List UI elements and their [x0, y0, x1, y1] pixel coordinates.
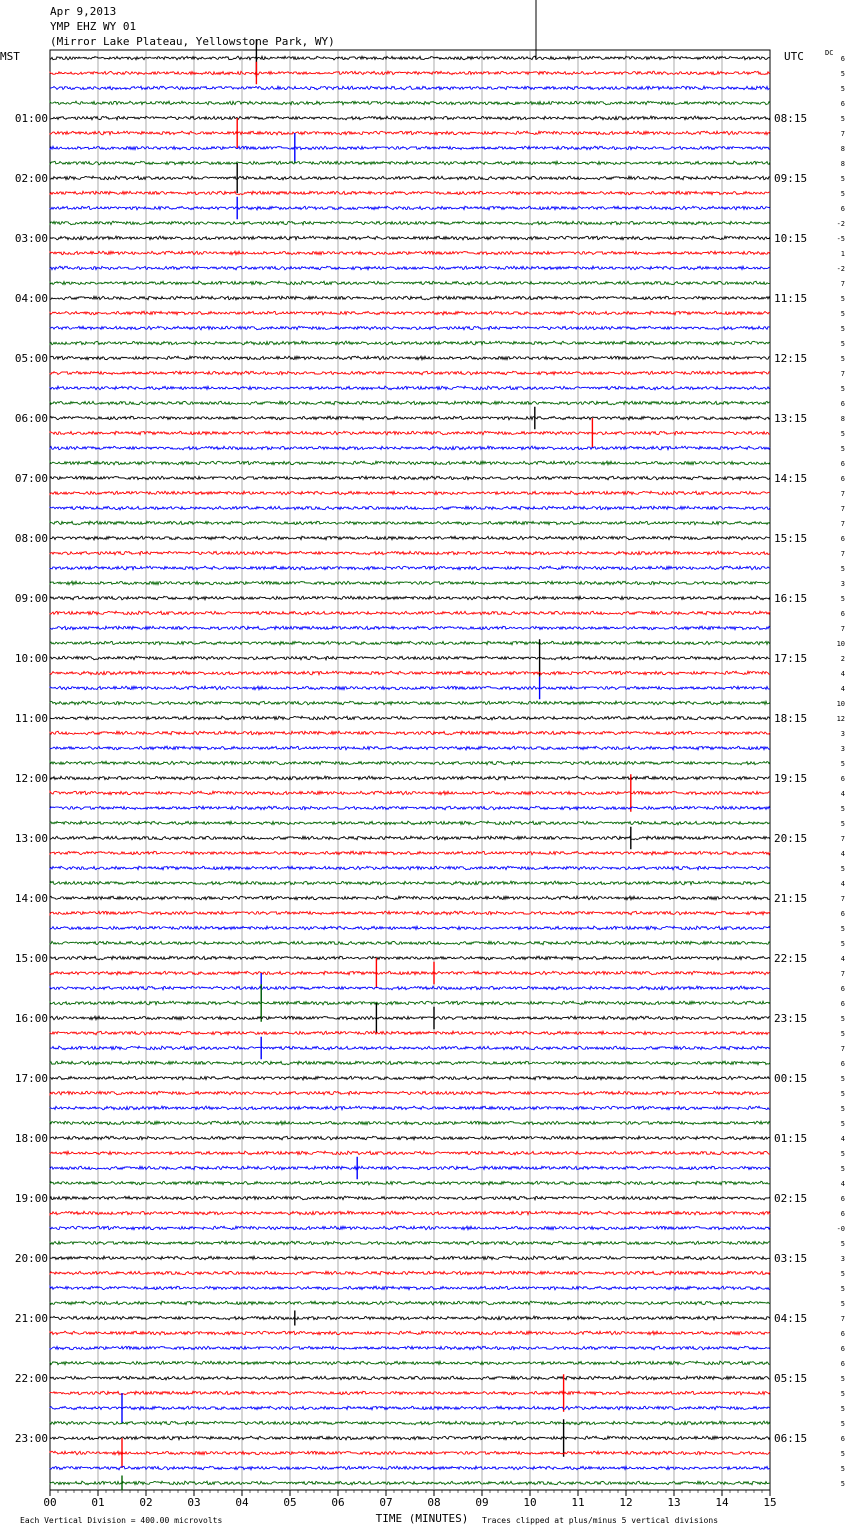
trace-line: [50, 296, 770, 300]
dc-offset-label: 6: [840, 1435, 845, 1443]
utc-hour-label: 05:15: [774, 1372, 808, 1385]
dc-offset-label: -0: [836, 1225, 845, 1233]
mst-hour-label: 01:00: [14, 112, 48, 125]
trace-line: [50, 1406, 770, 1410]
utc-hour-label: 19:15: [774, 772, 808, 785]
trace-area: [50, 39, 770, 1490]
dc-offset-label: 5: [840, 70, 845, 78]
trace-line: [50, 896, 770, 900]
dc-offset-label: 5: [840, 1300, 845, 1308]
dc-offset-label: 5: [840, 1150, 845, 1158]
trace-line: [50, 191, 770, 195]
dc-offset-label: 5: [840, 820, 845, 828]
dc-offset-label: 7: [840, 520, 845, 528]
x-tick-label: 07: [379, 1496, 393, 1509]
mst-hour-label: 22:00: [14, 1372, 48, 1385]
trace-line: [50, 791, 770, 795]
dc-offset-label: 5: [840, 1465, 845, 1473]
trace-line: [50, 1121, 770, 1125]
trace-line: [50, 131, 770, 135]
x-tick-label: 04: [235, 1496, 249, 1509]
mst-hour-label: 13:00: [14, 832, 48, 845]
trace-line: [50, 1031, 770, 1035]
dc-offset-label: 4: [840, 955, 845, 963]
trace-line: [50, 716, 770, 720]
dc-offset-label: 5: [840, 1015, 845, 1023]
dc-offset-label: 6: [840, 1360, 845, 1368]
dc-offset-label: 3: [840, 580, 845, 588]
x-tick-label: 06: [331, 1496, 345, 1509]
mst-hour-label: 02:00: [14, 172, 48, 185]
mst-hour-label: 16:00: [14, 1012, 48, 1025]
utc-hour-label: 22:15: [774, 952, 808, 965]
trace-line: [50, 656, 770, 660]
trace-line: [50, 821, 770, 825]
trace-line: [50, 506, 770, 510]
trace-line: [50, 1151, 770, 1155]
utc-hour-label: 12:15: [774, 352, 808, 365]
dc-offset-label: 7: [840, 895, 845, 903]
trace-line: [50, 1136, 770, 1140]
trace-line: [50, 746, 770, 750]
trace-line: [50, 1256, 770, 1260]
trace-line: [50, 1091, 770, 1095]
dc-offset-label: -2: [836, 265, 845, 273]
trace-line: [50, 1286, 770, 1290]
trace-line: [50, 206, 770, 210]
dc-offset-label: 5: [840, 1075, 845, 1083]
dc-offset-label: 10: [836, 700, 845, 708]
dc-offset-label: 8: [840, 415, 845, 423]
dc-offset-label: 5: [840, 190, 845, 198]
x-tick-label: 09: [475, 1496, 489, 1509]
trace-line: [50, 641, 770, 645]
x-tick-label: 10: [523, 1496, 537, 1509]
trace-line: [50, 236, 770, 240]
trace-line: [50, 941, 770, 945]
trace-line: [50, 116, 770, 120]
x-tick-label: 13: [667, 1496, 681, 1509]
trace-line: [50, 386, 770, 390]
trace-line: [50, 611, 770, 615]
dc-offset-label: 6: [840, 910, 845, 918]
x-tick-label: 15: [763, 1496, 777, 1509]
dc-offset-label: 6: [840, 1330, 845, 1338]
trace-line: [50, 1211, 770, 1215]
trace-line: [50, 341, 770, 345]
dc-offset-label: 8: [840, 160, 845, 168]
trace-line: [50, 881, 770, 885]
x-tick-label: 01: [91, 1496, 105, 1509]
trace-line: [50, 1196, 770, 1200]
mst-hour-label: 09:00: [14, 592, 48, 605]
trace-line: [50, 416, 770, 420]
mst-hour-label: 14:00: [14, 892, 48, 905]
trace-line: [50, 851, 770, 855]
mst-hour-label: 19:00: [14, 1192, 48, 1205]
dc-offset-label: 5: [840, 430, 845, 438]
scale-note: Each Vertical Division = 400.00 microvolts: [20, 1516, 223, 1525]
trace-line: [50, 161, 770, 165]
trace-line: [50, 581, 770, 585]
mst-hour-label: 07:00: [14, 472, 48, 485]
dc-offset-label: 5: [840, 1390, 845, 1398]
trace-line: [50, 401, 770, 405]
dc-offset-label: 3: [840, 730, 845, 738]
x-tick-label: 14: [715, 1496, 729, 1509]
trace-line: [50, 1166, 770, 1170]
dc-offset-label: 7: [840, 835, 845, 843]
trace-line: [50, 1106, 770, 1110]
utc-hour-label: 15:15: [774, 532, 808, 545]
trace-line: [50, 956, 770, 960]
dc-offset-label: 6: [840, 1345, 845, 1353]
mst-hour-label: 21:00: [14, 1312, 48, 1325]
trace-line: [50, 701, 770, 705]
dc-offset-label: 6: [840, 610, 845, 618]
utc-hour-label: 11:15: [774, 292, 808, 305]
x-tick-label: 03: [187, 1496, 201, 1509]
mst-hour-label: 05:00: [14, 352, 48, 365]
trace-line: [50, 836, 770, 840]
dc-title: DC: [825, 49, 834, 57]
trace-line: [50, 101, 770, 105]
dc-offset-label: 5: [840, 85, 845, 93]
mst-hour-label: 15:00: [14, 952, 48, 965]
dc-offset-label: 6: [840, 775, 845, 783]
dc-offset-label: 6: [840, 55, 845, 63]
dc-offset-label: 7: [840, 1045, 845, 1053]
mst-hour-label: 18:00: [14, 1132, 48, 1145]
utc-hour-label: 03:15: [774, 1252, 808, 1265]
trace-line: [50, 461, 770, 465]
trace-line: [50, 1271, 770, 1275]
utc-hour-label: 16:15: [774, 592, 808, 605]
dc-offset-label: 3: [840, 745, 845, 753]
dc-offset-label: 5: [840, 1030, 845, 1038]
dc-offset-label: 6: [840, 1060, 845, 1068]
trace-line: [50, 1451, 770, 1455]
mst-hour-label: 03:00: [14, 232, 48, 245]
trace-line: [50, 326, 770, 330]
station-location: (Mirror Lake Plateau, Yellowstone Park, WY): [50, 35, 335, 48]
mst-hour-label: 20:00: [14, 1252, 48, 1265]
dc-offset-label: -2: [836, 220, 845, 228]
trace-line: [50, 671, 770, 675]
dc-offset-label: 6: [840, 475, 845, 483]
utc-hour-label: 09:15: [774, 172, 808, 185]
trace-line: [50, 1001, 770, 1005]
dc-offset-label: 6: [840, 535, 845, 543]
trace-line: [50, 251, 770, 255]
trace-line: [50, 476, 770, 480]
trace-line: [50, 596, 770, 600]
dc-offset-label: 5: [840, 940, 845, 948]
dc-offset-label: 4: [840, 1180, 845, 1188]
utc-hour-label: 10:15: [774, 232, 808, 245]
dc-offset-label: 5: [840, 1405, 845, 1413]
dc-offset-label: 7: [840, 490, 845, 498]
utc-hour-label: 14:15: [774, 472, 808, 485]
dc-offset-label: 6: [840, 400, 845, 408]
trace-line: [50, 776, 770, 780]
mst-hour-label: 23:00: [14, 1432, 48, 1445]
trace-line: [50, 1181, 770, 1185]
dc-offset-label: 4: [840, 685, 845, 693]
trace-line: [50, 626, 770, 630]
dc-offset-label: 5: [840, 1105, 845, 1113]
dc-offset-label: 6: [840, 985, 845, 993]
trace-line: [50, 686, 770, 690]
trace-line: [50, 806, 770, 810]
x-tick-label: 00: [43, 1496, 57, 1509]
trace-line: [50, 311, 770, 315]
dc-offset-label: 5: [840, 565, 845, 573]
dc-offset-label: 5: [840, 175, 845, 183]
dc-offset-label: 6: [840, 1195, 845, 1203]
mst-hour-label: 11:00: [14, 712, 48, 725]
dc-offset-label: 7: [840, 130, 845, 138]
utc-hour-label: 04:15: [774, 1312, 808, 1325]
dc-offset-label: 5: [840, 865, 845, 873]
dc-offset-label: 6: [840, 100, 845, 108]
dc-offset-label: 5: [840, 805, 845, 813]
trace-line: [50, 446, 770, 450]
x-tick-label: 11: [571, 1496, 585, 1509]
dc-offset-label: 7: [840, 1315, 845, 1323]
dc-offset-label: 4: [840, 850, 845, 858]
dc-offset-label: 5: [840, 1090, 845, 1098]
chart-date: Apr 9,2013: [50, 5, 117, 18]
dc-offset-label: 5: [840, 325, 845, 333]
dc-offset-label: 5: [840, 310, 845, 318]
trace-line: [50, 866, 770, 870]
trace-line: [50, 1361, 770, 1365]
dc-offset-label: 6: [840, 1000, 845, 1008]
utc-hour-label: 01:15: [774, 1132, 808, 1145]
axis-labels: [15, 55, 845, 1509]
trace-line: [50, 1481, 770, 1485]
dc-offset-label: 4: [840, 880, 845, 888]
dc-offset-label: 10: [836, 640, 845, 648]
trace-line: [50, 926, 770, 930]
dc-offset-label: 5: [840, 385, 845, 393]
utc-hour-label: 02:15: [774, 1192, 808, 1205]
trace-line: [50, 491, 770, 495]
trace-line: [50, 1436, 770, 1440]
clip-note: Traces clipped at plus/minus 5 vertical divisions: [482, 1516, 719, 1525]
utc-hour-label: 20:15: [774, 832, 808, 845]
trace-line: [50, 1421, 770, 1425]
utc-hour-label: 06:15: [774, 1432, 808, 1445]
utc-hour-label: 17:15: [774, 652, 808, 665]
x-tick-label: 12: [619, 1496, 633, 1509]
trace-line: [50, 1316, 770, 1320]
dc-offset-label: 5: [840, 1450, 845, 1458]
mst-hour-label: 10:00: [14, 652, 48, 665]
trace-line: [50, 1076, 770, 1080]
trace-line: [50, 1241, 770, 1245]
utc-hour-label: 08:15: [774, 112, 808, 125]
dc-offset-label: 5: [840, 760, 845, 768]
station-code: YMP EHZ WY 01: [50, 20, 137, 33]
trace-line: [50, 356, 770, 360]
dc-offset-label: 7: [840, 625, 845, 633]
dc-offset-label: 7: [840, 280, 845, 288]
trace-line: [50, 1376, 770, 1380]
dc-offset-label: 7: [840, 970, 845, 978]
dc-offset-label: 5: [840, 340, 845, 348]
trace-line: [50, 761, 770, 765]
trace-line: [50, 56, 770, 60]
trace-line: [50, 551, 770, 555]
trace-line: [50, 221, 770, 225]
dc-offset-label: 5: [840, 1120, 845, 1128]
dc-offset-label: 5: [840, 1270, 845, 1278]
trace-line: [50, 1466, 770, 1470]
left-axis-title: MST: [0, 50, 20, 63]
trace-line: [50, 731, 770, 735]
x-tick-label: 02: [139, 1496, 153, 1509]
dc-offset-label: 3: [840, 1255, 845, 1263]
dc-offset-label: -5: [836, 235, 845, 243]
mst-hour-label: 08:00: [14, 532, 48, 545]
dc-offset-label: 4: [840, 790, 845, 798]
right-axis-title: UTC: [784, 50, 804, 63]
dc-offset-label: 5: [840, 1165, 845, 1173]
trace-line: [50, 176, 770, 180]
utc-hour-label: 23:15: [774, 1012, 808, 1025]
mst-hour-label: 17:00: [14, 1072, 48, 1085]
trace-line: [50, 1391, 770, 1395]
dc-offset-label: 5: [840, 1285, 845, 1293]
dc-offset-label: 5: [840, 295, 845, 303]
trace-line: [50, 1016, 770, 1020]
trace-line: [50, 1061, 770, 1065]
dc-offset-label: 5: [840, 1375, 845, 1383]
dc-offset-label: 5: [840, 1480, 845, 1488]
dc-offset-label: 6: [840, 1210, 845, 1218]
mst-hour-label: 06:00: [14, 412, 48, 425]
utc-hour-label: 13:15: [774, 412, 808, 425]
dc-offset-label: 5: [840, 115, 845, 123]
dc-offset-label: 5: [840, 595, 845, 603]
trace-line: [50, 971, 770, 975]
trace-line: [50, 281, 770, 285]
x-tick-label: 08: [427, 1496, 441, 1509]
trace-line: [50, 1331, 770, 1335]
trace-line: [50, 266, 770, 270]
dc-offset-label: 8: [840, 145, 845, 153]
trace-line: [50, 566, 770, 570]
dc-offset-label: 5: [840, 1240, 845, 1248]
mst-hour-label: 04:00: [14, 292, 48, 305]
dc-offset-label: 7: [840, 370, 845, 378]
trace-line: [50, 521, 770, 525]
trace-line: [50, 71, 770, 75]
trace-line: [50, 1046, 770, 1050]
dc-offset-label: 7: [840, 550, 845, 558]
trace-line: [50, 911, 770, 915]
dc-offset-label: 5: [840, 925, 845, 933]
utc-hour-label: 00:15: [774, 1072, 808, 1085]
trace-line: [50, 536, 770, 540]
x-tick-label: 05: [283, 1496, 297, 1509]
mst-hour-label: 12:00: [14, 772, 48, 785]
dc-offset-label: 7: [840, 505, 845, 513]
dc-offset-label: 12: [836, 715, 845, 723]
trace-line: [50, 1346, 770, 1350]
trace-line: [50, 1226, 770, 1230]
dc-offset-label: 5: [840, 1420, 845, 1428]
trace-line: [50, 371, 770, 375]
utc-hour-label: 18:15: [774, 712, 808, 725]
x-axis-title: TIME (MINUTES): [375, 1512, 469, 1525]
trace-line: [50, 86, 770, 90]
trace-line: [50, 1301, 770, 1305]
dc-offset-label: 5: [840, 355, 845, 363]
dc-offset-label: 4: [840, 670, 845, 678]
trace-line: [50, 146, 770, 150]
dc-offset-label: 6: [840, 460, 845, 468]
dc-offset-label: 6: [840, 205, 845, 213]
dc-offset-label: 4: [840, 1135, 845, 1143]
trace-line: [50, 986, 770, 990]
dc-offset-label: 5: [840, 445, 845, 453]
utc-hour-label: 21:15: [774, 892, 808, 905]
dc-offset-label: 1: [840, 250, 845, 258]
trace-line: [50, 431, 770, 435]
dc-offset-label: 2: [840, 655, 845, 663]
